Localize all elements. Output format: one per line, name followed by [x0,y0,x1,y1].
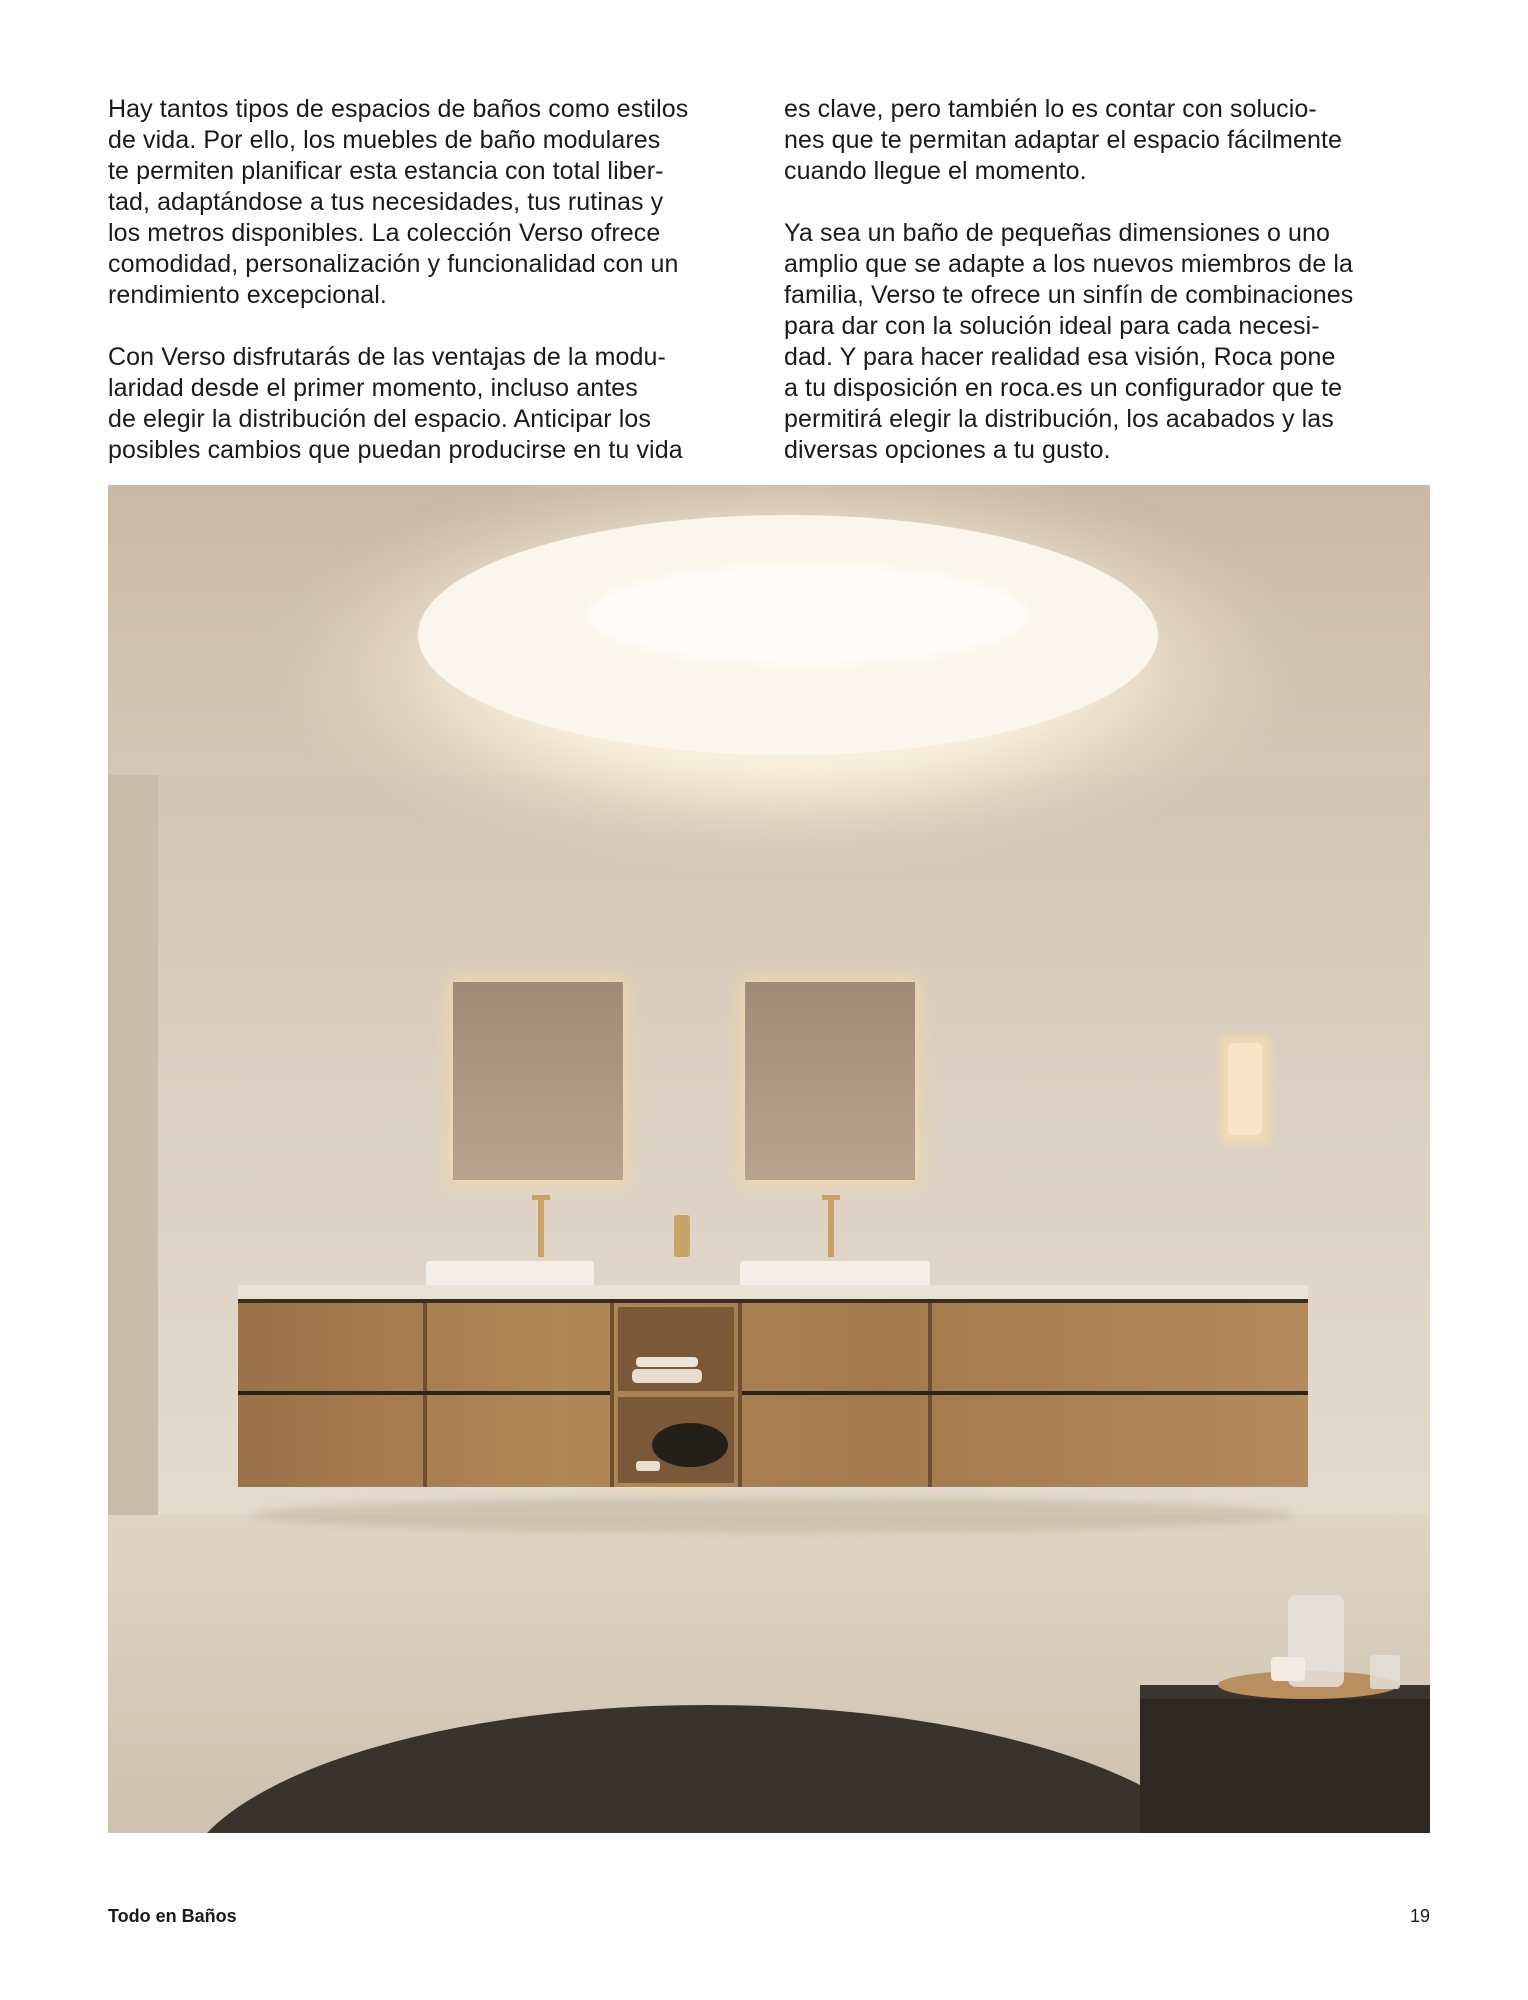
folded-towels [636,1357,698,1367]
paragraph-configurator [784,218,1434,466]
text-line: posibles cambios que puedan producirse en tu vida [108,436,683,464]
bathroom-photo [108,485,1430,1833]
text-line: para dar con la solución ideal para cada necesi- [784,312,1320,340]
side-table [1140,1698,1430,1833]
skylight-clouds [588,565,1028,665]
text-line: familia, Verso te ofrece un sinfín de combinaciones [784,281,1354,309]
text-line: diversas opciones a tu gusto. [784,436,1111,464]
folded-towels [632,1369,702,1383]
text-line: cuando llegue el momento. [784,157,1087,185]
candle [1271,1657,1305,1681]
mirror-right [745,982,915,1180]
text-line: comodidad, personalización y funcionalidad con un [108,250,679,278]
faucet-right [828,1197,834,1257]
drawer-handle-line [742,1391,1308,1395]
text-line: a tu disposición en roca.es un configurador que te [784,374,1343,402]
text-line: dad. Y para hacer realidad esa visión, Roca pone [784,343,1336,371]
footer-section-title: Todo en Baños [108,1906,237,1926]
drawer-handle-line [238,1391,610,1395]
text-line: te permiten planificar esta estancia con total liber- [108,157,664,185]
paragraph-modularity [108,342,758,466]
text-line: los metros disponibles. La colección Verso ofrece [108,219,661,247]
wall-sconce [1228,1043,1262,1135]
page-number: 19 [1409,1906,1430,1926]
text-line: Hay tantos tipos de espacios de baños como estilos [108,95,689,123]
faucet-left-spout [532,1195,550,1200]
text-line: Ya sea un baño de pequeñas dimensiones o uno [784,219,1331,247]
black-bowl [652,1423,728,1467]
text-line: de vida. Por ello, los muebles de baño modulares [108,126,661,154]
text-line: laridad desde el primer momento, incluso antes [108,374,638,402]
paragraph-continuation [784,94,1434,187]
cabinet-divider [610,1303,614,1487]
shelf-board [614,1391,738,1397]
vanity-shadow [253,1497,1293,1533]
faucet-left [538,1197,544,1257]
text-line: de elegir la distribución del espacio. Anticipar los [108,405,652,433]
text-line: amplio que se adapte a los nuevos miembros de la [784,250,1354,278]
mirror-left [453,982,623,1180]
left-text-column [108,94,758,497]
right-text-column [784,94,1434,497]
text-line: nes que te permitan adaptar el espacio fácilmente [784,126,1343,154]
countertop [238,1285,1308,1299]
paragraph-intro [108,94,758,311]
faucet-right-spout [822,1195,840,1200]
countertop-edge [238,1299,1308,1303]
text-line: Con Verso disfrutarás de las ventajas de la modu- [108,343,666,371]
drinking-glass [1370,1655,1400,1689]
text-line: es clave, pero también lo es contar con solucio- [784,95,1317,123]
text-line: tad, adaptándose a tus necesidades, tus rutinas y [108,188,664,216]
text-line: permitirá elegir la distribución, los acabados y las [784,405,1334,433]
cabinet-divider [738,1303,742,1487]
small-dish [636,1461,660,1471]
text-line: rendimiento excepcional. [108,281,387,309]
soap-dispenser [674,1215,690,1257]
